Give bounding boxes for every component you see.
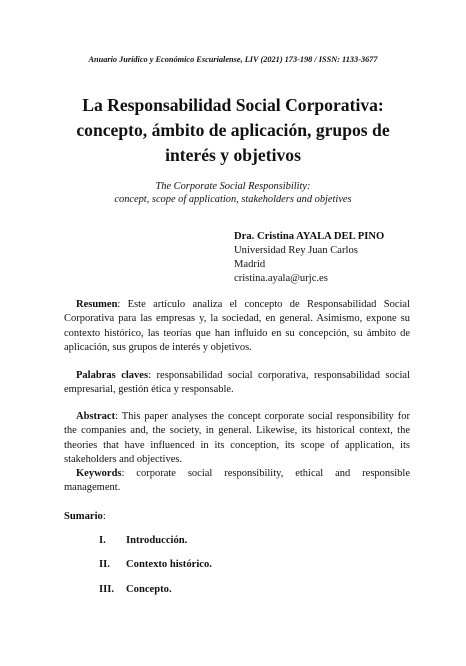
abstract-label: Abstract (76, 411, 116, 422)
abstract-text: : This paper analyses the concept corporate social responsibility for the companies and, the society, in general. Likewise, its historical context, the theories that have influenced in its conception, its scope of application, its stakeholders and objectives. (64, 411, 410, 465)
keywords-text: : corporate social responsibility, ethical and responsible management. (64, 468, 410, 494)
sumario-colon: : (102, 511, 106, 522)
title-line-3: interés y objetivos (165, 145, 301, 165)
toc-item-concepto[interactable] (99, 584, 172, 595)
toc-item-number: III. (99, 584, 115, 595)
keywords-paragraph (64, 467, 410, 496)
author-block (234, 230, 434, 286)
english-title-line-2: concept, scope of application, stakeholders and objetives (114, 194, 352, 205)
title-line-2: concepto, ámbito de aplicación, grupos de (76, 120, 390, 140)
author-email[interactable]: cristina.ayala@urjc.es (234, 273, 328, 284)
toc-item-introduccion[interactable] (99, 535, 187, 546)
keywords-label: Keywords (76, 468, 122, 479)
toc-item-number: I. (99, 535, 106, 546)
resumen-text: : Este artículo analiza el concepto de Responsabilidad Social Corporativa para las empresas y, la sociedad, en general. Asimismo, expone su contexto histórico, las teorías que han influido en su concepción, su ámbito de aplicación, sus grupos de interés y objetivos. (64, 299, 410, 353)
palabras-claves-label: Palabras claves (76, 370, 149, 381)
toc-item-label: Contexto histórico. (126, 559, 212, 570)
toc-item-label: Concepto. (126, 584, 172, 595)
title-line-1: La Responsabilidad Social Corporativa: (82, 95, 384, 115)
sumario-label: Sumario (64, 511, 103, 522)
toc-item-contexto-historico[interactable] (99, 559, 212, 570)
sumario-heading (64, 511, 106, 522)
toc-item-number: II. (99, 559, 110, 570)
author-name: Dra. Cristina AYALA DEL PINO (234, 231, 385, 242)
author-city: Madrid (234, 259, 266, 270)
english-title (40, 180, 426, 206)
journal-header: Anuario Jurídico y Económico Escurialense, LIV (2021) 173-198 / ISSN: 1133-3677 (88, 55, 378, 64)
palabras-claves-text: : responsabilidad social corporativa, responsabilidad social empresarial, gestión ética y responsable. (64, 370, 410, 396)
paper-title (40, 93, 426, 168)
abstract-paragraph (64, 410, 410, 467)
english-title-line-1: The Corporate Social Responsibility: (155, 181, 311, 192)
resumen-label: Resumen (76, 299, 118, 310)
toc-item-label: Introducción. (126, 535, 188, 546)
resumen-paragraph (64, 298, 410, 355)
palabras-claves-paragraph (64, 369, 410, 398)
author-university: Universidad Rey Juan Carlos (234, 245, 358, 256)
